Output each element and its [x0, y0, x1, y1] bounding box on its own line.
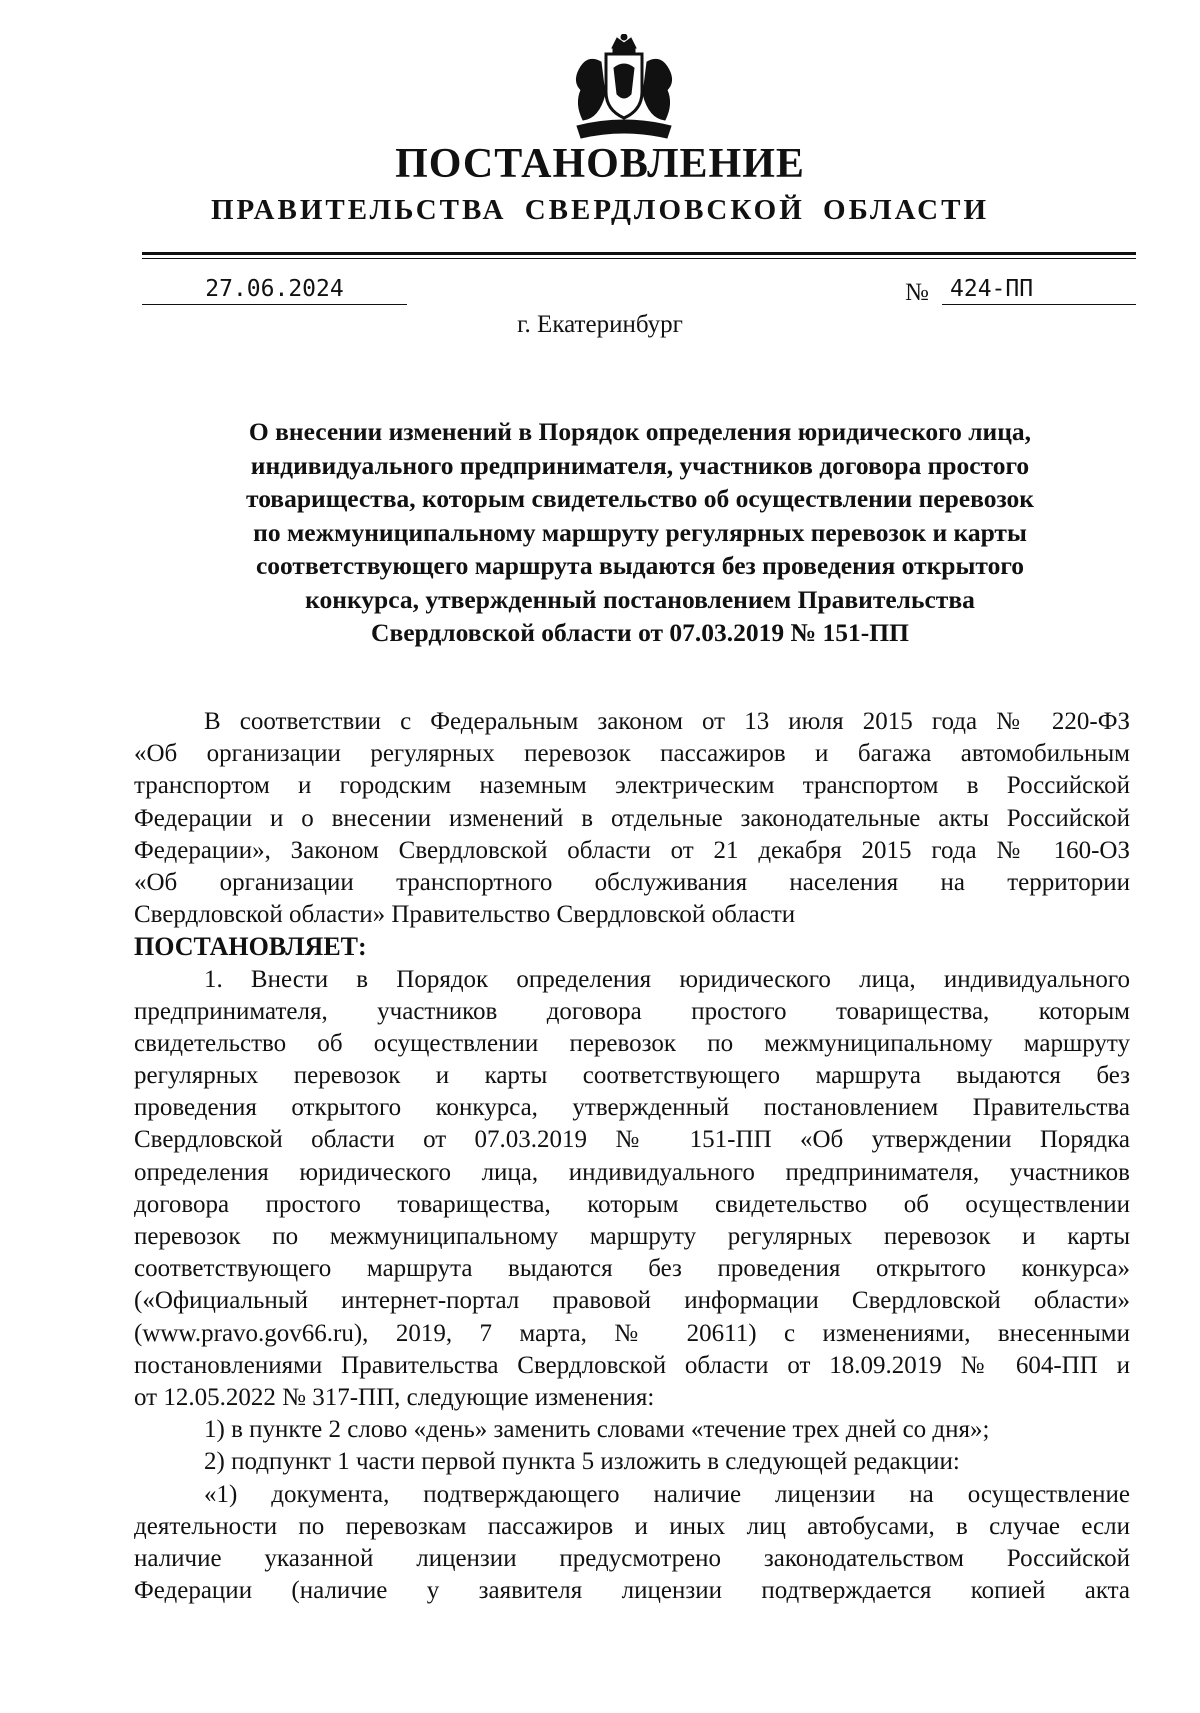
- document-city: г. Екатеринбург: [517, 311, 683, 338]
- item1-line: перевозок по межмуниципальному маршруту регулярных перевозок и карты: [134, 1223, 1130, 1250]
- preamble-line: «Об организации транспортного обслуживания населения на территории: [134, 868, 1130, 896]
- document-date: 27.06.2024: [142, 276, 407, 305]
- preamble-line: Федерации», Законом Свердловской области от 21 декабря 2015 года № 160-ОЗ: [134, 836, 1130, 864]
- item1-line: регулярных перевозок и карты соответствующего маршрута выдаются без: [134, 1062, 1130, 1090]
- document-heading: [150, 415, 1130, 650]
- item1-line: предпринимателя, участников договора простого товарищества, которым: [134, 997, 1130, 1025]
- preamble-line: транспортом и городским наземным электрическим транспортом в Российской: [134, 772, 1130, 800]
- document-issuer: ПРАВИТЕЛЬСТВА СВЕРДЛОВСКОЙ ОБЛАСТИ: [210, 194, 990, 226]
- header-divider-thin: [142, 258, 1136, 259]
- document-number: 424-ПП: [942, 276, 1136, 305]
- item1-line: (www.pravo.gov66.ru), 2019, 7 марта, № 20611) с изменениями, внесенными: [134, 1319, 1130, 1347]
- item1-line: («Официальный интернет-портал правовой информации Свердловской области»: [134, 1287, 1130, 1315]
- item1-line: определения юридического лица, индивидуального предпринимателя, участников: [134, 1158, 1130, 1186]
- subitem-1: 1) в пункте 2 слово «день» заменить словами «течение трех дней со дня»;: [204, 1416, 990, 1444]
- item1-line: постановлениями Правительства Свердловской области от 18.09.2019 № 604-ПП и: [134, 1351, 1130, 1379]
- item1-line: свидетельство об осуществлении перевозок по межмуниципальному маршруту: [134, 1029, 1130, 1057]
- subitem-2: 2) подпункт 1 части первой пункта 5 изложить в следующей редакции:: [204, 1448, 960, 1476]
- heading-line: соответствующего маршрута выдаются без проведения открытого: [255, 551, 1025, 580]
- document-body: [134, 706, 1130, 1607]
- preamble-line: «Об организации регулярных перевозок пассажиров и багажа автомобильным: [134, 740, 1130, 768]
- document-number-label: №: [905, 279, 929, 306]
- quote-line: наличие указанной лицензии предусмотрено законодательством Российской: [134, 1544, 1130, 1572]
- heading-line: Свердловской области от 07.03.2019 № 151-ПП: [371, 618, 909, 647]
- coat-of-arms-emblem: [569, 34, 679, 142]
- item1-line: 1. Внести в Порядок определения юридического лица, индивидуального: [204, 965, 1130, 993]
- heading-line: индивидуального предпринимателя, участников договора простого: [250, 450, 1030, 480]
- item1-line: Свердловской области от 07.03.2019 № 151-ПП «Об утверждении Порядка: [134, 1126, 1130, 1154]
- quote-line: «1) документа, подтверждающего наличие лицензии на осуществление: [204, 1480, 1130, 1508]
- resolves-keyword: ПОСТАНОВЛЯЕТ:: [134, 932, 367, 962]
- preamble-line: В соответствии с Федеральным законом от 13 июля 2015 года № 220-ФЗ: [204, 708, 1130, 735]
- quote-line: деятельности по перевозкам пассажиров и иных лиц автобусами, в случае если: [134, 1512, 1130, 1540]
- heading-line: О внесении изменений в Порядок определения юридического лица,: [248, 417, 1032, 446]
- item1-line: проведения открытого конкурса, утвержденный постановлением Правительства: [134, 1094, 1130, 1122]
- preamble-line: Федерации и о внесении изменений в отдельные законодательные акты Российской: [134, 804, 1130, 832]
- header-divider-thick: [142, 252, 1136, 255]
- document-title: ПОСТАНОВЛЕНИЕ: [395, 141, 805, 187]
- heading-line: товарищества, которым свидетельство об осуществлении перевозок: [246, 484, 1034, 513]
- item1-line: от 12.05.2022 № 317-ПП, следующие изменения:: [134, 1383, 655, 1411]
- heading-line: по межмуниципальному маршруту регулярных перевозок и карты: [253, 517, 1027, 547]
- item1-line: соответствующего маршрута выдаются без проведения открытого конкурса»: [134, 1255, 1130, 1283]
- preamble-line: Свердловской области» Правительство Свердловской области: [134, 901, 796, 929]
- quote-line: Федерации (наличие у заявителя лицензии подтверждается копией акта: [134, 1577, 1130, 1605]
- item1-line: договора простого товарищества, которым свидетельство об осуществлении: [134, 1190, 1130, 1218]
- heading-line: конкурса, утвержденный постановлением Правительства: [305, 584, 975, 614]
